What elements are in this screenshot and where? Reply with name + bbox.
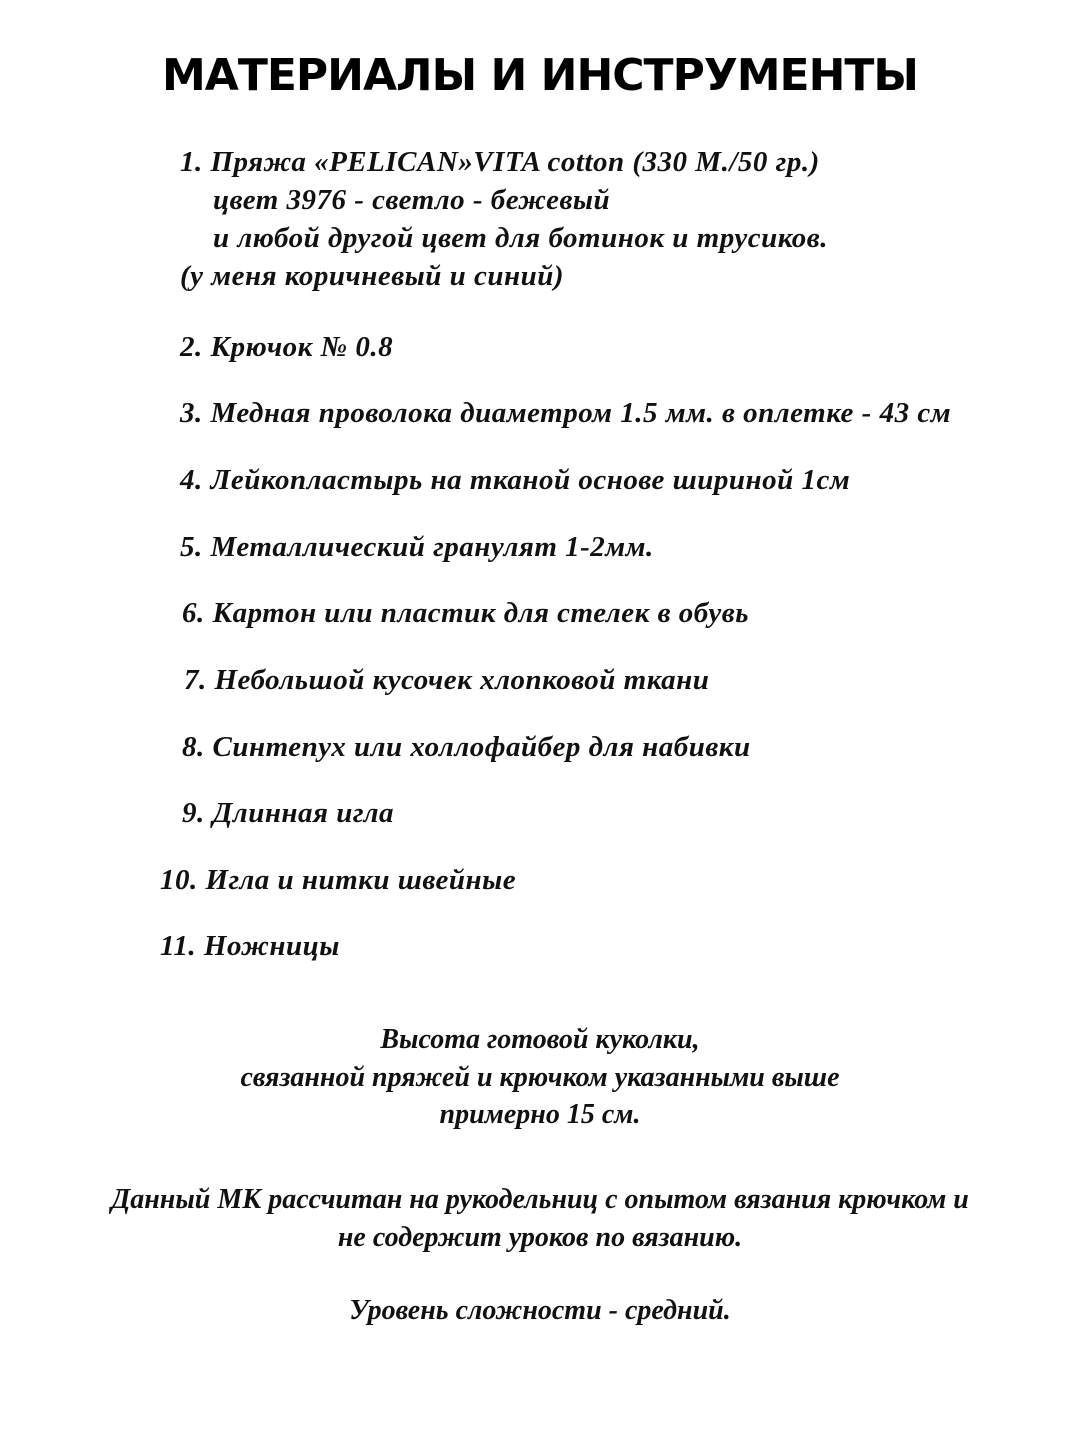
height-note-line-1: Высота готовой куколки,	[380, 1024, 700, 1055]
experience-note-line-1: Данный МК рассчитан на рукодельниц с опытом вязания крючком и	[111, 1184, 969, 1215]
height-note-line-3: примерно 15 см.	[439, 1099, 641, 1130]
experience-note-line-2: не содержит уроков по вязанию.	[337, 1222, 743, 1253]
list-item-3: 3. Медная проволока диаметром 1.5 мм. в оплетке - 43 см	[180, 397, 952, 429]
list-item-6: 6. Картон или пластик для стелек в обувь	[182, 597, 749, 629]
difficulty-level: Уровень сложности - средний.	[349, 1295, 731, 1326]
height-note-line-2: связанной пряжей и крючком указанными выше	[240, 1062, 840, 1093]
list-item-4: 4. Лейкопластырь на тканой основе шириной 1см	[180, 464, 851, 496]
list-item-7: 7. Небольшой кусочек хлопковой ткани	[184, 664, 710, 696]
list-item-1-line-4: (у меня коричневый и синий)	[180, 260, 565, 292]
list-item-2: 2. Крючок № 0.8	[180, 331, 394, 363]
list-item-1-line-3: и любой другой цвет для ботинок и трусиков.	[213, 222, 829, 254]
list-item-8: 8. Синтепух или холлофайбер для набивки	[182, 731, 751, 763]
list-item-1-line-2: цвет 3976 - светло - бежевый	[213, 184, 611, 216]
list-item-1-line-1: 1. Пряжа «PELICAN»VITA cotton (330 М./50 гр.)	[180, 146, 820, 178]
list-item-5: 5. Металлический гранулят 1-2мм.	[180, 531, 654, 563]
page-title: МАТЕРИАЛЫ И ИНСТРУМЕНТЫ	[161, 50, 919, 101]
list-item-11: 11. Ножницы	[160, 930, 340, 962]
list-item-9: 9. Длинная игла	[182, 797, 395, 829]
list-item-10: 10. Игла и нитки швейные	[160, 864, 517, 896]
